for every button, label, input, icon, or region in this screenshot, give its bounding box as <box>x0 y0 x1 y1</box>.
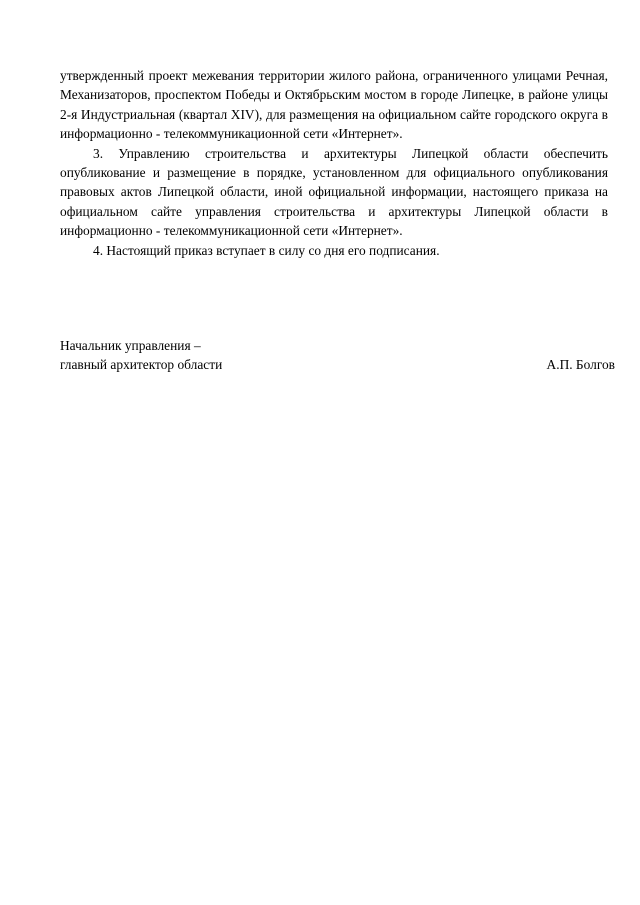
signature-row-1 <box>60 336 615 355</box>
signatory-position-line2: главный архитектор области <box>60 357 223 373</box>
signatory-name: А.П. Болгов <box>546 357 615 373</box>
document-body <box>60 66 608 260</box>
paragraph-item-3: 3. Управлению строительства и архитектуры Липецкой области обеспечить опубликование и размещение в порядке, установленном для официального опубликования правовых актов Липецкой области, иной официальной информации, настоящего приказа на официальном сайте управления строительства и архитектуры Липецкой области в информационно - телекоммуникационной сети «Интернет». <box>60 145 608 239</box>
signatory-position-line1: Начальник управления – <box>60 338 201 353</box>
paragraph-item-4: 4. Настоящий приказ вступает в силу со дня его подписания. <box>93 242 440 258</box>
signature-block <box>60 336 615 375</box>
signature-row-2 <box>60 355 615 374</box>
paragraph-continuation: утвержденный проект межевания территории жилого района, ограниченного улицами Речная, Механизаторов, проспектом Победы и Октябрьским мостом в городе Липецке, в районе улицы 2-я Индустриальная (квартал XIV), для размещения на официальном сайте городского округа в информационно - телекоммуникационной сети «Интернет». <box>60 68 608 142</box>
